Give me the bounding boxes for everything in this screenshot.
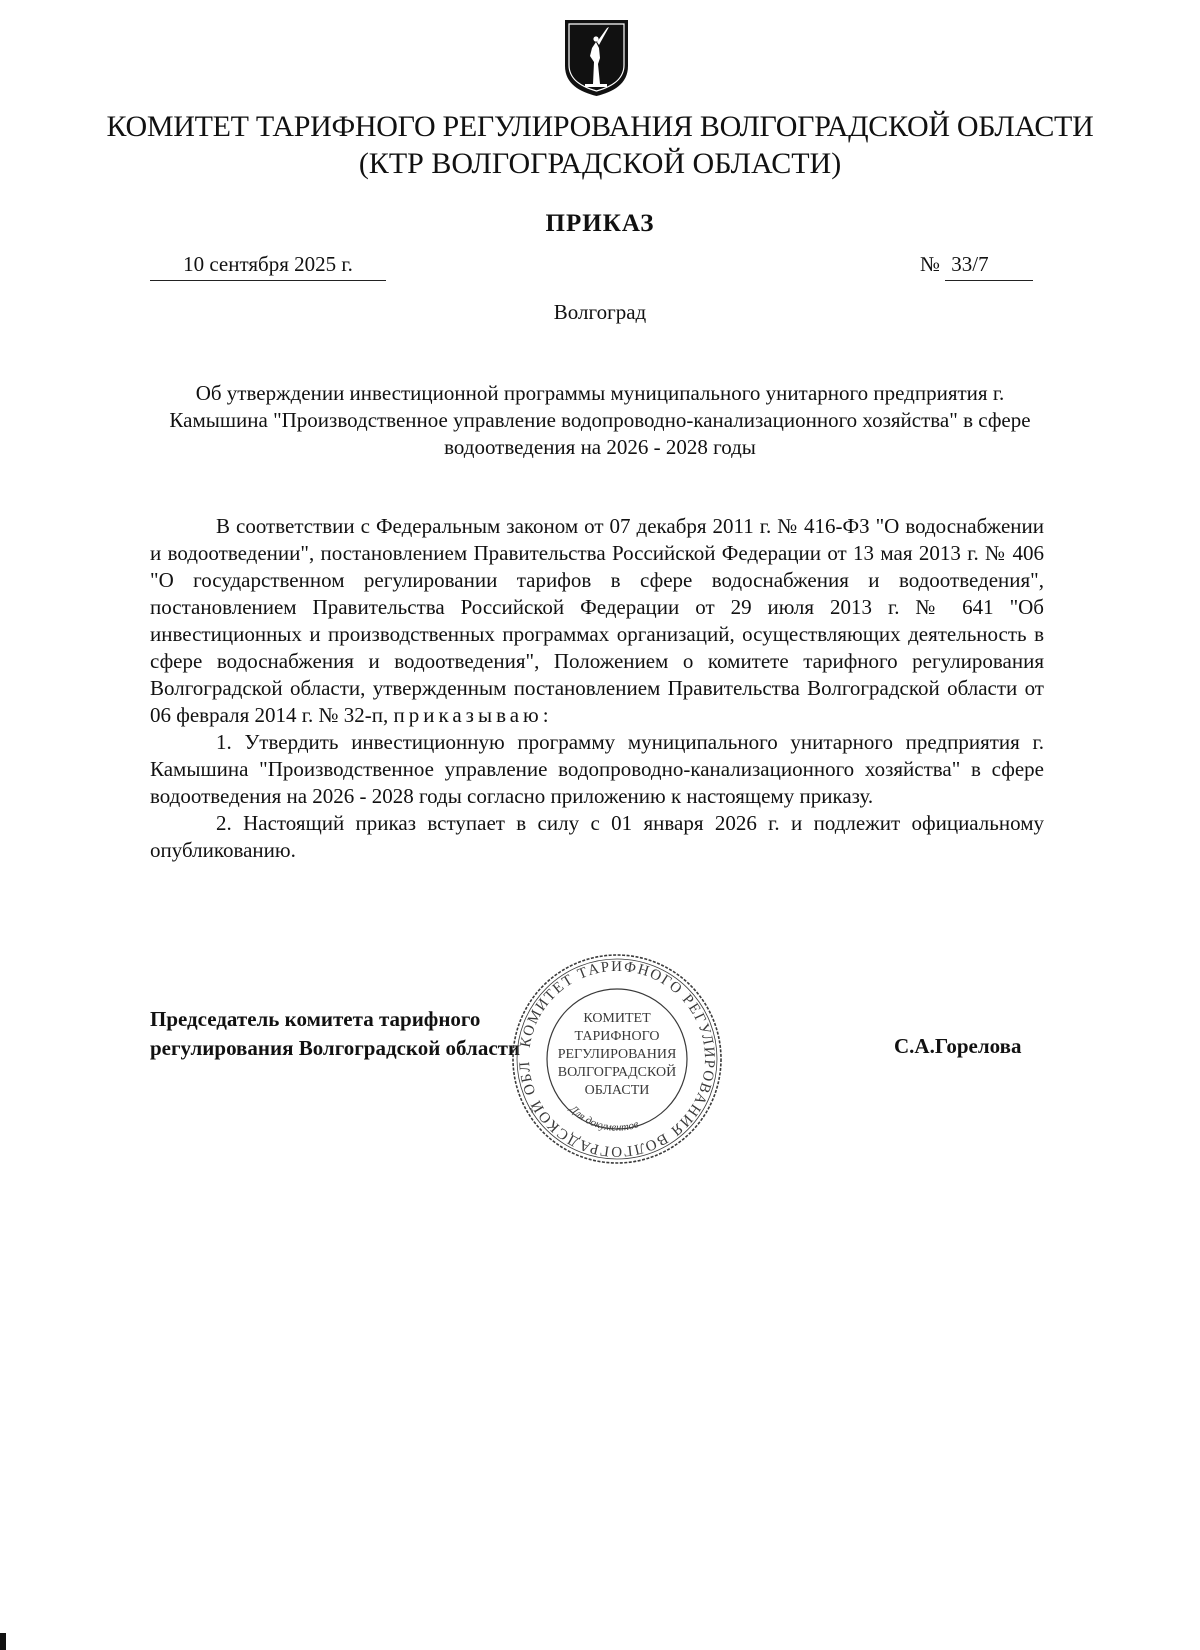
document-subject: Об утверждении инвестиционной программы муниципального унитарного предприятия г. Камышина "Производственное управление водопроводно-канализационного хозяйства" в сфере водоотведения на 2026 - 2028 годы (169, 381, 1031, 459)
svg-text:КОМИТЕТ ТАРИФНОГО РЕГУЛИРОВАНИ: КОМИТЕТ ТАРИФНОГО РЕГУЛИРОВАНИЯ ВОЛГОГРАДСКОЙ ОБЛАСТИ • (501, 938, 718, 1160)
stamp-inner-line: ВОЛГОГРАДСКОЙ (557, 1065, 677, 1080)
organization-name: КОМИТЕТ ТАРИФНОГО РЕГУЛИРОВАНИЯ ВОЛГОГРАДСКОЙ ОБЛАСТИ (106, 110, 1094, 143)
signatory-position-line2: регулирования Волгоградской области (150, 1036, 521, 1060)
number-value: 33/7 (945, 252, 1033, 281)
preamble-paragraph (150, 513, 1044, 729)
stamp-inner-line: КОМИТЕТ (583, 1011, 651, 1026)
document-city: Волгоград (553, 300, 647, 324)
directive-word: приказываю: (393, 703, 553, 727)
order-item-2: 2. Настоящий приказ вступает в силу с 01 января 2026 г. и подлежит официальному опубликованию. (150, 811, 1044, 862)
scan-edge-mark (0, 1633, 6, 1650)
signatory-position (150, 1005, 520, 1063)
order-item-1: 1. Утвердить инвестиционную программу муниципального унитарного предприятия г. Камышина "Производственное управление водопроводно-канализационного хозяйства" в сфере водоотведения на 2026 - 2028 годы согласно приложению к настоящему приказу. (150, 730, 1044, 808)
document-type: ПРИКАЗ (545, 210, 655, 237)
organization-short-name: (КТР ВОЛГОГРАДСКОЙ ОБЛАСТИ) (358, 147, 842, 180)
number-label: № (920, 252, 941, 276)
preamble-text: В соответствии с Федеральным законом от 07 декабря 2011 г. № 416-ФЗ "О водоснабжении и водоотведении", постановлением Правительства Российской Федерации от 13 мая 2013 г. № 406 "О государственном регулировании тарифов в сфере водоснабжения и водоотведения", постановлением Правительства Российской Федерации от 29 июля 2013 г. № 641 "Об инвестиционных и производственных программах организаций, осуществляющих деятельность в сфере водоснабжения и водоотведения", Положением о комитете тарифного регулирования Волгоградской области, утвержденным постановлением Правительства Волгоградской области от 06 февраля 2014 г. № 32-п, (150, 514, 1044, 727)
signatory-name: С.А.Горелова (894, 1034, 1022, 1058)
document-number (920, 252, 1033, 281)
stamp-inner-line: ОБЛАСТИ (584, 1083, 650, 1098)
official-stamp (501, 938, 726, 1168)
signatory-position-line1: Председатель комитета тарифного (150, 1007, 481, 1031)
svg-text:Для документов: Для документов (567, 1103, 641, 1134)
coat-of-arms-icon (563, 18, 630, 98)
stamp-inner-line: ТАРИФНОГО (574, 1029, 660, 1044)
stamp-inner-line: РЕГУЛИРОВАНИЯ (557, 1047, 677, 1062)
document-body (150, 513, 1044, 864)
document-date: 10 сентября 2025 г. (150, 252, 386, 281)
